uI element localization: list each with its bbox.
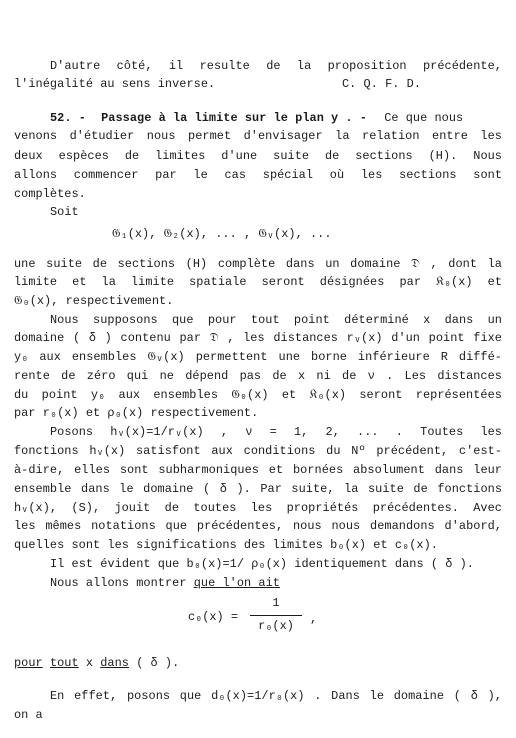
text-line: complètes. — [14, 187, 86, 201]
text-line — [14, 655, 179, 671]
sequence-formula: 𝔊₁(x), 𝔊₂(x), ... , 𝔊ᵥ(x), ... — [112, 227, 332, 241]
text-line: les mêmes notations que précédentes, nous nous demandons d'abord, — [14, 519, 502, 533]
text-line: on a — [14, 708, 43, 722]
heading-continuation: Ce que nous — [384, 111, 464, 125]
text-line: 𝔊₀(x), respectivement. — [14, 294, 174, 308]
underlined-text: pour — [14, 656, 43, 670]
section-number: 52. - — [50, 111, 86, 125]
equation-lhs: c₀(x) = — [188, 610, 238, 624]
text-line: fonctions hᵥ(x) satisfont aux conditions du Nº précédent, c'est- — [14, 444, 502, 458]
text-line: hᵥ(x), (S), jouit de toutes les propriétés précédentes. Avec — [14, 501, 502, 515]
underlined-text: dans — [100, 656, 129, 670]
cqfd: C. Q. F. D. — [342, 77, 422, 91]
text-fragment: x — [85, 656, 94, 670]
text-fragment: ( δ ). — [136, 656, 180, 670]
text-line: une suite de sections (H) complète dans un domaine 𝔇 , dont la — [14, 257, 502, 271]
text-line: deux espèces de limites d'une suite de sections (H). Nous — [14, 149, 502, 163]
text-line: rente de zéro qui ne dépend pas de x ni de ν . Les distances — [14, 369, 502, 383]
text-line: Soit — [50, 205, 79, 219]
fraction-denominator: r₀(x) — [258, 619, 294, 633]
text-line: D'autre côté, il resulte de la proposition précédente, — [50, 59, 502, 73]
text-line: domaine ( δ ) contenu par 𝔇 , les distances rᵥ(x) d'un point fixe — [14, 331, 502, 345]
text-line: Nous supposons que pour tout point déterminé x dans un — [50, 313, 502, 327]
text-fragment: Nous allons montrer — [50, 576, 187, 590]
text-line: limite et la limite spatiale seront désignées par 𝔎₀(x) et — [14, 275, 502, 289]
fraction-numerator: 1 — [272, 596, 280, 610]
text-line: Posons hᵥ(x)=1/rᵥ(x) , ν = 1, 2, ... . Toutes les — [50, 425, 502, 439]
text-line: En effet, posons que d₀(x)=1/r₀(x) . Dans le domaine ( δ ), — [50, 689, 502, 703]
text-line: par r₀(x) et ρ₀(x) respectivement. — [14, 406, 259, 420]
fraction-bar — [250, 615, 302, 616]
underlined-text: que l'on ait — [193, 576, 280, 590]
text-line — [50, 575, 280, 591]
text-line: allons commencer par le cas spécial où les sections sont — [14, 168, 502, 182]
text-line: Il est évident que b₀(x)=1/ ρ₀(x) identiquement dans ( δ ). — [50, 557, 474, 571]
equation-comma: , — [310, 612, 318, 626]
section-title: Passage à la limite sur le plan y . - — [101, 111, 367, 125]
section-heading — [50, 110, 463, 126]
text-line: y₀ aux ensembles 𝔊ᵥ(x) permettent une borne inférieure R diffé- — [14, 350, 502, 364]
text-line: du point y₀ aux ensembles 𝔊₀(x) et 𝔎₀(x) seront représentées — [14, 388, 502, 402]
text-line: quelles sont les significations des limites b₀(x) et c₀(x). — [14, 538, 438, 552]
text-line: venons d'étudier nous permet d'envisager la relation entre les — [14, 129, 502, 143]
text-line: à-dire, elles sont subharmoniques et bornées absolument dans leur — [14, 463, 502, 477]
equation — [188, 596, 338, 644]
text-line: l'inégalité au sens inverse. — [14, 77, 216, 91]
underlined-text: tout — [49, 656, 79, 670]
text-line: ensemble dans le domaine ( δ ). Par suite, la suite de fonctions — [14, 482, 502, 496]
